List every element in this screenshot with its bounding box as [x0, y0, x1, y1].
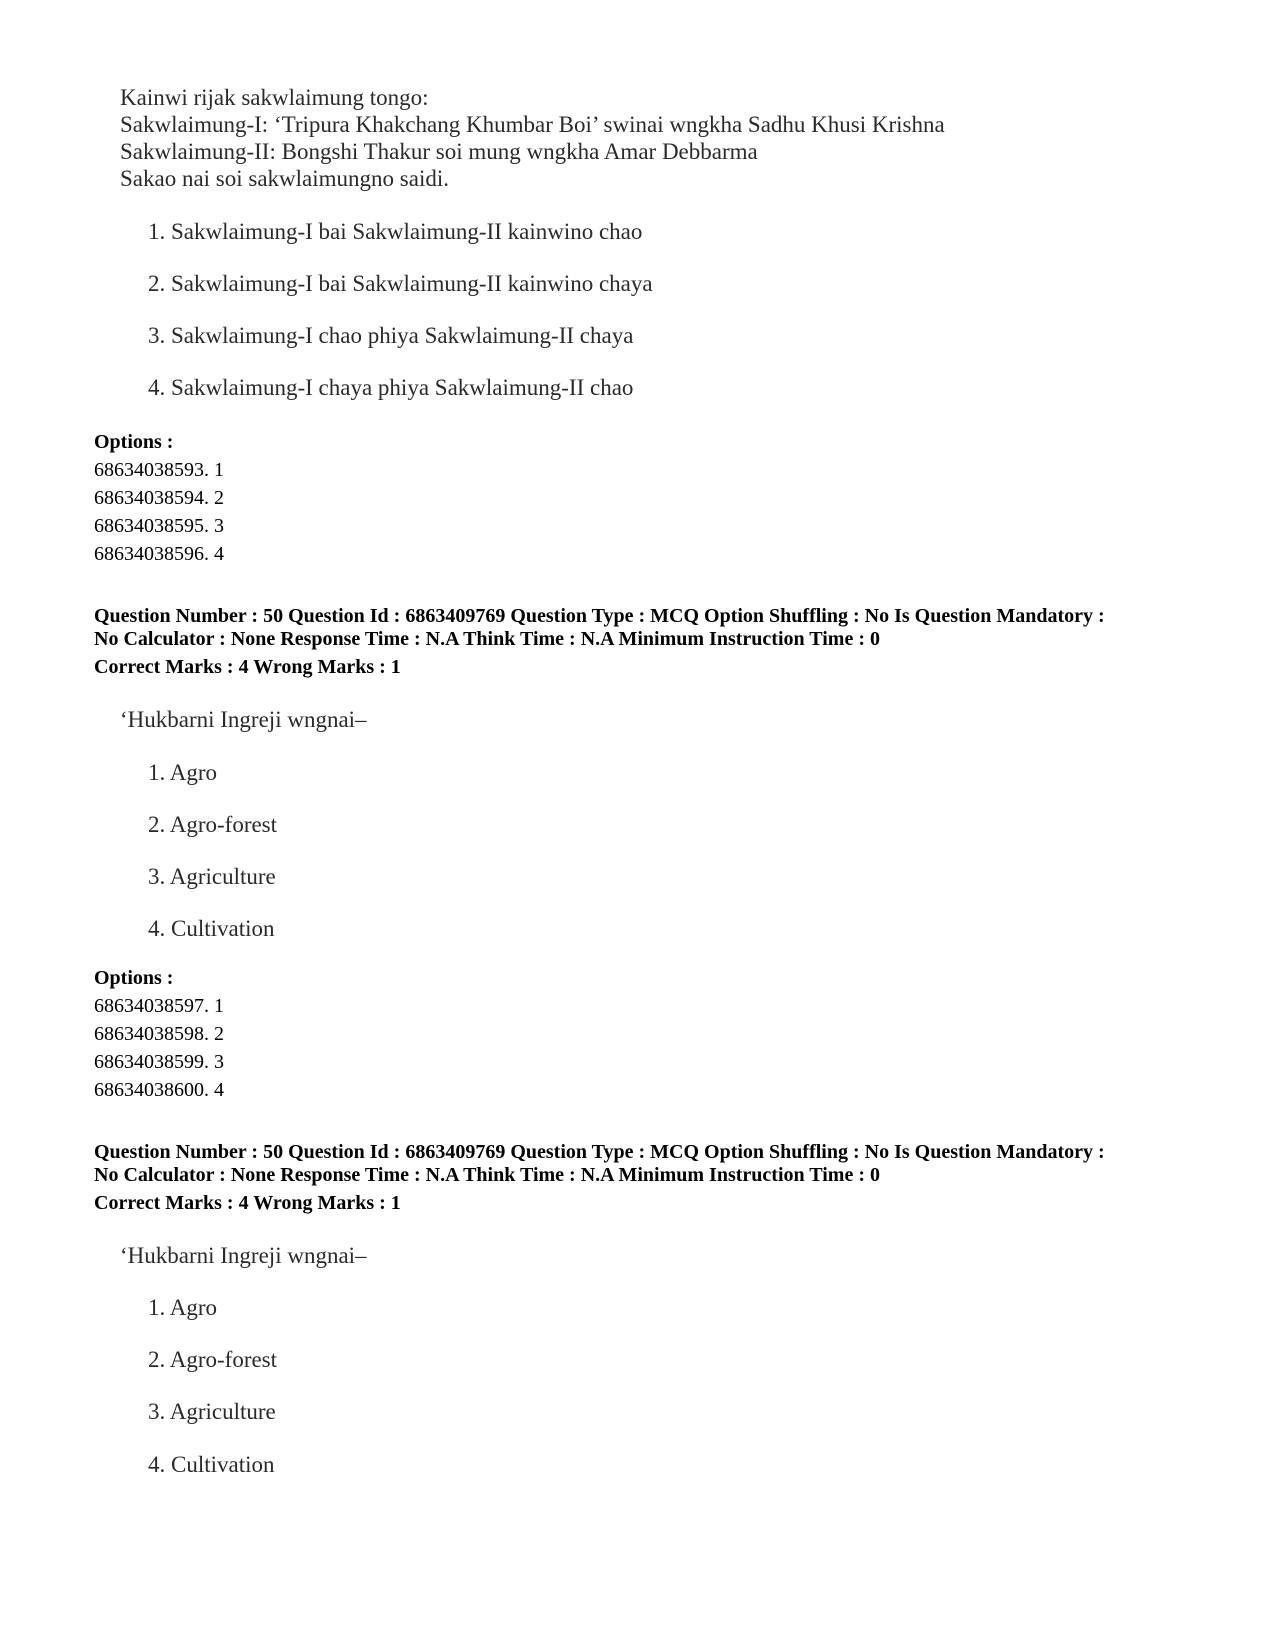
option-id: 68634038595. 3 — [94, 515, 224, 537]
question-stem-line: Sakwlaimung-II: Bongshi Thakur soi mung wngkha Amar Debbarma — [120, 139, 758, 164]
answer-choice: 4. Sakwlaimung-I chaya phiya Sakwlaimung-II chao — [148, 375, 634, 400]
answer-choice: 2. Sakwlaimung-I bai Sakwlaimung-II kainwino chaya — [148, 271, 653, 296]
answer-choice: 4. Cultivation — [148, 916, 275, 941]
question-stem: ‘Hukbarni Ingreji wngnai– — [120, 1243, 367, 1268]
answer-choice: 4. Cultivation — [148, 1452, 275, 1477]
answer-choice: 1. Agro — [148, 760, 217, 785]
answer-choice: 3. Sakwlaimung-I chao phiya Sakwlaimung-II chaya — [148, 323, 634, 348]
question-meta-line: Question Number : 50 Question Id : 6863409769 Question Type : MCQ Option Shuffling : No Is Question Mandatory : — [94, 605, 1105, 627]
question-meta-line: No Calculator : None Response Time : N.A Think Time : N.A Minimum Instruction Time : 0 — [94, 1164, 880, 1186]
answer-choice: 3. Agriculture — [148, 1399, 276, 1424]
answer-choice: 2. Agro-forest — [148, 1347, 278, 1372]
option-id: 68634038594. 2 — [94, 487, 224, 509]
question-stem-line: Sakwlaimung-I: ‘Tripura Khakchang Khumbar Boi’ swinai wngkha Sadhu Khusi Krishna — [120, 112, 945, 137]
option-id: 68634038593. 1 — [94, 459, 224, 481]
answer-choice: 3. Agriculture — [148, 864, 276, 889]
answer-choice: 1. Agro — [148, 1295, 217, 1320]
option-id: 68634038596. 4 — [94, 543, 224, 565]
option-id: 68634038598. 2 — [94, 1023, 224, 1045]
question-stem-line: Kainwi rijak sakwlaimung tongo: — [120, 85, 429, 110]
options-heading: Options : — [94, 967, 174, 989]
answer-choice: 2. Agro-forest — [148, 812, 278, 837]
marks-line: Correct Marks : 4 Wrong Marks : 1 — [94, 1192, 401, 1214]
answer-choice: 1. Sakwlaimung-I bai Sakwlaimung-II kainwino chao — [148, 219, 643, 244]
option-id: 68634038599. 3 — [94, 1051, 224, 1073]
option-id: 68634038597. 1 — [94, 995, 224, 1017]
marks-line: Correct Marks : 4 Wrong Marks : 1 — [94, 656, 401, 678]
options-heading: Options : — [94, 431, 174, 453]
question-stem-line: Sakao nai soi sakwlaimungno saidi. — [120, 166, 449, 191]
question-meta-line: No Calculator : None Response Time : N.A Think Time : N.A Minimum Instruction Time : 0 — [94, 628, 880, 650]
option-id: 68634038600. 4 — [94, 1079, 224, 1101]
question-meta-line: Question Number : 50 Question Id : 6863409769 Question Type : MCQ Option Shuffling : No Is Question Mandatory : — [94, 1141, 1105, 1163]
question-stem: ‘Hukbarni Ingreji wngnai– — [120, 707, 367, 732]
